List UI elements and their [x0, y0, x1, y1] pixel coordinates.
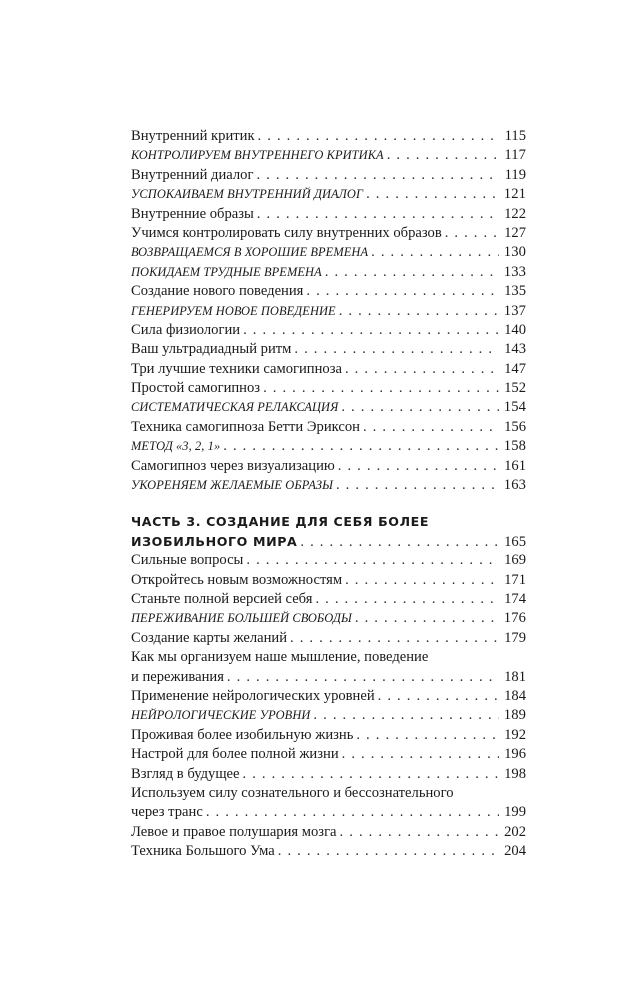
toc-exercise-entry [131, 302, 526, 321]
toc-entry [131, 842, 526, 861]
toc-entry-page: 147 [504, 360, 526, 377]
toc-entry [131, 668, 526, 687]
toc-entry-page: 161 [504, 457, 526, 474]
toc-entry-page: 189 [503, 707, 526, 724]
toc-entry-title: Внутренний диалог [131, 166, 254, 183]
toc-entry-page: 181 [504, 668, 526, 685]
part-3-heading [131, 512, 526, 551]
dot-leader [341, 398, 498, 417]
toc-entry-page: 121 [503, 186, 526, 203]
dot-leader [445, 224, 499, 243]
toc-entry [131, 224, 526, 243]
toc-exercise-entry [131, 609, 526, 628]
toc-entry-title: Внутренние образы [131, 205, 254, 222]
toc-entry-title: УКОРЕНЯЕМ ЖЕЛАЕМЫЕ ОБРАЗЫ [131, 478, 333, 493]
part-3-title-line2 [131, 532, 526, 551]
toc-exercise-entry [131, 146, 526, 165]
toc-entry [131, 551, 526, 570]
toc-entry-title: Сильные вопросы [131, 552, 244, 569]
dot-leader [257, 205, 499, 224]
toc-entry-page: 204 [504, 843, 526, 860]
dot-leader [246, 551, 499, 570]
dot-leader [223, 437, 499, 456]
dot-leader [342, 745, 499, 764]
toc-exercise-entry [131, 706, 526, 725]
toc-entry-title: Взгляд в будущее [131, 765, 240, 782]
toc-entry-page: 140 [504, 321, 526, 338]
toc-entry-title: ПОКИДАЕМ ТРУДНЫЕ ВРЕМЕНА [131, 264, 322, 279]
toc-entry [131, 205, 526, 224]
toc-entry [131, 166, 526, 185]
dot-leader [300, 533, 499, 552]
toc-entry-title: Ваш ультрадиадный ритм [131, 341, 292, 358]
dot-leader [243, 321, 499, 340]
toc-entry [131, 745, 526, 764]
toc-entry [131, 360, 526, 379]
toc-entry-title: Станьте полной версией себя [131, 590, 313, 607]
toc-entry-page: 117 [504, 147, 526, 164]
dot-leader [363, 418, 499, 437]
toc-entry-title: через транс [131, 804, 203, 821]
toc-exercise-entry [131, 243, 526, 262]
toc-entry-page: 163 [503, 477, 526, 494]
dot-leader [315, 590, 499, 609]
toc-entry-title: УСПОКАИВАЕМ ВНУТРЕННИЙ ДИАЛОГ [131, 187, 364, 202]
toc-entry [131, 282, 526, 301]
toc-entry-page: 199 [504, 804, 526, 821]
toc-entry-page: 122 [504, 205, 526, 222]
toc-entry-title: МЕТОД «3, 2, 1» [131, 439, 221, 454]
toc-entry [131, 379, 526, 398]
toc-entry [131, 321, 526, 340]
dot-leader [336, 476, 499, 495]
toc-entry-title: Техника самогипноза Бетти Эриксон [131, 418, 360, 435]
dot-leader [345, 360, 499, 379]
section-gap [131, 495, 526, 512]
toc-entry [131, 687, 526, 706]
toc-entry-page: 115 [504, 128, 526, 144]
toc-entry-title: Учимся контролировать силу внутренних образов [131, 224, 442, 241]
toc-exercise-entry [131, 437, 526, 456]
toc-entry-title: ВОЗВРАЩАЕМСЯ В ХОРОШИЕ ВРЕМЕНА [131, 245, 369, 260]
toc-exercise-entry [131, 185, 526, 204]
toc-entry-title-line1: Как мы организуем наше мышление, поведение [131, 649, 429, 666]
dot-leader [339, 302, 499, 321]
toc-entry-page: 158 [503, 438, 526, 455]
toc-entry-title: Применение нейрологических уровней [131, 687, 375, 704]
toc-entry [131, 629, 526, 648]
dot-leader [338, 457, 499, 476]
toc-entry-title: Сила физиологии [131, 321, 241, 338]
toc-entry [131, 765, 526, 784]
toc-entry-title: Проживая более изобильную жизнь [131, 726, 354, 743]
dot-leader [227, 668, 499, 687]
toc-entry [131, 457, 526, 476]
toc-entry-title: Левое и правое полушария мозга [131, 823, 337, 840]
dot-leader [258, 127, 500, 146]
toc-entry-page: 127 [504, 224, 526, 241]
toc-entry-title: Откройтесь новым возможностям [131, 571, 343, 588]
toc-entry-title: Создание карты желаний [131, 629, 288, 646]
toc-entry [131, 823, 526, 842]
toc-entry-page: 202 [504, 823, 526, 840]
table-of-contents [131, 127, 526, 861]
toc-entry-page: 174 [504, 590, 526, 607]
toc-entry-title: Три лучшие техники самогипноза [131, 360, 342, 377]
toc-entry [131, 726, 526, 745]
dot-leader [306, 282, 499, 301]
toc-entry-title: НЕЙРОЛОГИЧЕСКИЕ УРОВНИ [131, 708, 311, 723]
toc-entry-title: Настрой для более полной жизни [131, 746, 339, 763]
toc-entry-title: КОНТРОЛИРУЕМ ВНУТРЕННЕГО КРИТИКА [131, 148, 384, 163]
dot-leader [294, 340, 499, 359]
dot-leader [355, 609, 499, 628]
toc-entry [131, 803, 526, 822]
toc-entry-title: ИЗОБИЛЬНОГО МИРА [131, 533, 298, 549]
toc-entry-page: 156 [504, 418, 526, 435]
toc-section-part3 [131, 551, 526, 861]
dot-leader [243, 765, 500, 784]
toc-entry-title: Создание нового поведения [131, 283, 304, 300]
toc-entry-title: Внутренний критик [131, 128, 255, 144]
dot-leader [371, 243, 499, 262]
toc-entry-page: 119 [504, 166, 526, 183]
toc-entry-title: ГЕНЕРИРУЕМ НОВОЕ ПОВЕДЕНИЕ [131, 303, 336, 318]
toc-entry-page: 165 [504, 533, 526, 550]
dot-leader [345, 571, 499, 590]
toc-exercise-entry [131, 476, 526, 495]
toc-entry-page: 154 [503, 399, 526, 416]
toc-entry [131, 340, 526, 359]
toc-entry-page: 192 [504, 726, 526, 743]
toc-entry-title: и переживания [131, 668, 224, 685]
dot-leader [325, 263, 499, 282]
dot-leader [387, 146, 500, 165]
toc-entry-page: 171 [504, 571, 526, 588]
dot-leader [256, 166, 499, 185]
dot-leader [278, 842, 499, 861]
toc-entry-title: Самогипноз через визуализацию [131, 457, 335, 474]
dot-leader [356, 726, 499, 745]
toc-entry-page: 143 [504, 341, 526, 358]
toc-entry-page: 198 [504, 765, 526, 782]
toc-entry-page: 137 [503, 302, 526, 319]
toc-entry-page: 130 [503, 244, 526, 261]
toc-entry-page: 152 [504, 380, 526, 397]
dot-leader [206, 803, 499, 822]
dot-leader [378, 687, 499, 706]
toc-entry-page: 176 [503, 610, 526, 627]
dot-leader [340, 823, 500, 842]
toc-entry-title-line1: Используем силу сознательного и бессознательного [131, 784, 454, 801]
dot-leader [313, 706, 498, 725]
toc-entry [131, 127, 526, 146]
dot-leader [263, 379, 499, 398]
toc-entry [131, 571, 526, 590]
dot-leader [290, 629, 499, 648]
toc-entry-title: Простой самогипноз [131, 380, 261, 397]
toc-entry [131, 418, 526, 437]
toc-exercise-entry [131, 398, 526, 417]
toc-entry-page: 196 [504, 746, 526, 763]
toc-entry-page: 179 [504, 629, 526, 646]
toc-section-part2 [131, 127, 526, 495]
toc-entry-page: 169 [504, 552, 526, 569]
dot-leader [366, 185, 499, 204]
toc-entry [131, 590, 526, 609]
toc-entry-title: ПЕРЕЖИВАНИЕ БОЛЬШЕЙ СВОБОДЫ [131, 611, 352, 626]
toc-entry-page: 135 [504, 283, 526, 300]
part-3-title-line1: ЧАСТЬ 3. СОЗДАНИЕ ДЛЯ СЕБЯ БОЛЕЕ [131, 514, 430, 530]
toc-entry-page: 184 [504, 687, 526, 704]
toc-entry-title: СИСТЕМАТИЧЕСКАЯ РЕЛАКСАЦИЯ [131, 400, 339, 415]
toc-exercise-entry [131, 263, 526, 282]
toc-entry-title: Техника Большого Ума [131, 843, 275, 860]
toc-entry-page: 133 [503, 263, 526, 280]
